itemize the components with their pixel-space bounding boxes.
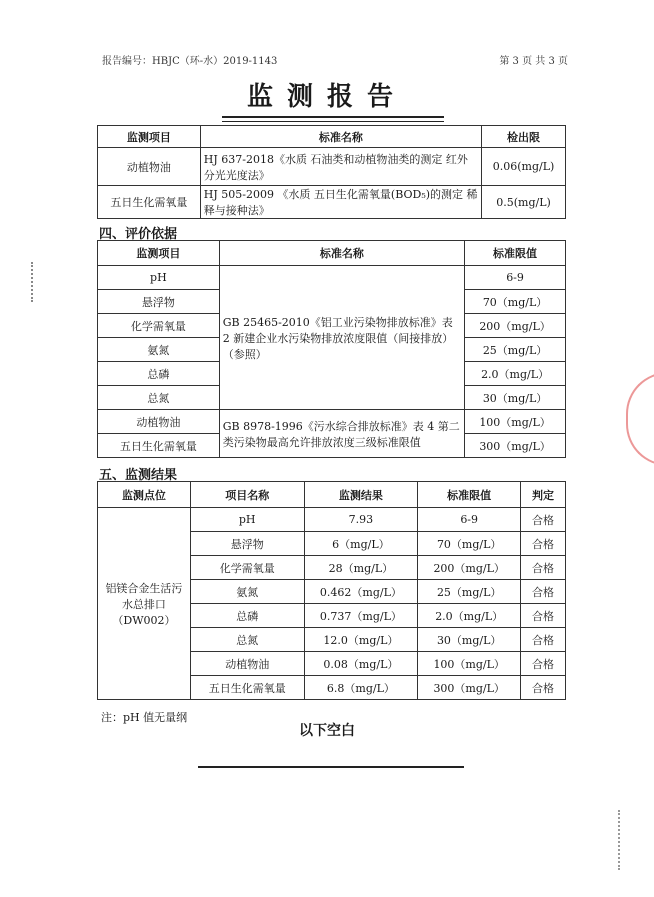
report-number: 报告编号：HBJC（环-水）2019-1143: [102, 56, 278, 67]
cell-item: 悬浮物: [98, 290, 220, 314]
table-row: [98, 410, 566, 434]
detection-limit-table: [97, 125, 566, 219]
table-row: [98, 266, 566, 290]
title-underline: [222, 116, 444, 118]
cell-item: 动植物油: [190, 652, 304, 676]
header-limit: 检出限: [482, 126, 566, 148]
section-monitoring-results: 五、监测结果: [99, 468, 178, 483]
seal-stamp-edge: [626, 372, 654, 466]
cell-item: 化学需氧量: [190, 556, 304, 580]
cell-limit: 6-9: [418, 508, 521, 532]
cell-judge: 合格: [521, 676, 566, 700]
table-row: [98, 148, 566, 186]
footnote: 注：pH 值无量纲: [101, 711, 188, 724]
cell-limit: 100（mg/L）: [465, 410, 566, 434]
cell-limit: 2.0（mg/L）: [465, 362, 566, 386]
scan-mark: [31, 262, 35, 302]
scan-mark: [618, 810, 622, 870]
cell-standard: HJ 637-2018《水质 石油类和动植物油类的测定 红外分光光度法》: [200, 148, 481, 186]
cell-judge: 合格: [521, 652, 566, 676]
header-limit: 标准限值: [465, 241, 566, 266]
cell-item: 悬浮物: [190, 532, 304, 556]
cell-location: 铝镁合金生活污水总排口（DW002）: [98, 508, 191, 700]
header-limit: 标准限值: [418, 482, 521, 508]
cell-standard-gb8978: GB 8978-1996《污水综合排放标准》表 4 第二类污染物最高允许排放浓度三级标准限值: [219, 410, 464, 458]
cell-item: 总氮: [98, 386, 220, 410]
cell-judge: 合格: [521, 580, 566, 604]
cell-result: 6.8（mg/L）: [304, 676, 418, 700]
cell-item: 总氮: [190, 628, 304, 652]
cell-limit: 30（mg/L）: [418, 628, 521, 652]
cell-limit: 6-9: [465, 266, 566, 290]
cell-result: 0.737（mg/L）: [304, 604, 418, 628]
header-result: 监测结果: [304, 482, 418, 508]
header-standard: 标准名称: [200, 126, 481, 148]
cell-result: 7.93: [304, 508, 418, 532]
title-underline-thin: [222, 121, 444, 122]
table-row: [98, 508, 566, 532]
page-title: 监测报告: [246, 82, 407, 112]
cell-limit: 200（mg/L）: [418, 556, 521, 580]
cell-judge: 合格: [521, 604, 566, 628]
cell-item: 动植物油: [98, 148, 201, 186]
section-evaluation-basis: 四、评价依据: [99, 227, 178, 242]
header-item: 项目名称: [190, 482, 304, 508]
cell-limit: 100（mg/L）: [418, 652, 521, 676]
cell-item: 五日生化需氧量: [98, 186, 201, 219]
cell-judge: 合格: [521, 628, 566, 652]
cell-judge: 合格: [521, 508, 566, 532]
cell-limit: 70（mg/L）: [418, 532, 521, 556]
blank-below-text: 以下空白: [299, 723, 355, 739]
cell-result: 0.462（mg/L）: [304, 580, 418, 604]
evaluation-basis-table: [97, 240, 566, 458]
cell-judge: 合格: [521, 556, 566, 580]
cell-limit: 25（mg/L）: [418, 580, 521, 604]
header-item: 监测项目: [98, 126, 201, 148]
cell-result: 12.0（mg/L）: [304, 628, 418, 652]
cell-item: 五日生化需氧量: [98, 434, 220, 458]
cell-result: 6（mg/L）: [304, 532, 418, 556]
cell-limit: 300（mg/L）: [418, 676, 521, 700]
cell-limit: 2.0（mg/L）: [418, 604, 521, 628]
page-number: 第 3 页 共 3 页: [499, 56, 568, 67]
cell-limit: 0.5(mg/L): [482, 186, 566, 219]
monitoring-results-table: [97, 481, 566, 700]
cell-judge: 合格: [521, 532, 566, 556]
cell-standard-gb25465: GB 25465-2010《铝工业污染物排放标准》表 2 新建企业水污染物排放浓度限值（间接排放）（参照）: [219, 266, 464, 410]
end-rule: [198, 766, 464, 768]
cell-limit: 25（mg/L）: [465, 338, 566, 362]
cell-item: 五日生化需氧量: [190, 676, 304, 700]
header-item: 监测项目: [98, 241, 220, 266]
cell-item: 化学需氧量: [98, 314, 220, 338]
header-judge: 判定: [521, 482, 566, 508]
cell-item: 总磷: [190, 604, 304, 628]
cell-item: 氨氮: [98, 338, 220, 362]
cell-item: 总磷: [98, 362, 220, 386]
cell-result: 0.08（mg/L）: [304, 652, 418, 676]
cell-limit: 70（mg/L）: [465, 290, 566, 314]
cell-limit: 0.06(mg/L): [482, 148, 566, 186]
cell-result: 28（mg/L）: [304, 556, 418, 580]
cell-item: 动植物油: [98, 410, 220, 434]
cell-item: 氨氮: [190, 580, 304, 604]
cell-standard: HJ 505-2009 《水质 五日生化需氧量(BOD₅)的测定 稀释与接种法》: [200, 186, 481, 219]
table-row: [98, 186, 566, 219]
cell-limit: 200（mg/L）: [465, 314, 566, 338]
cell-item: pH: [190, 508, 304, 532]
header-standard: 标准名称: [219, 241, 464, 266]
cell-limit: 300（mg/L）: [465, 434, 566, 458]
header-location: 监测点位: [98, 482, 191, 508]
cell-item: pH: [98, 266, 220, 290]
cell-limit: 30（mg/L）: [465, 386, 566, 410]
